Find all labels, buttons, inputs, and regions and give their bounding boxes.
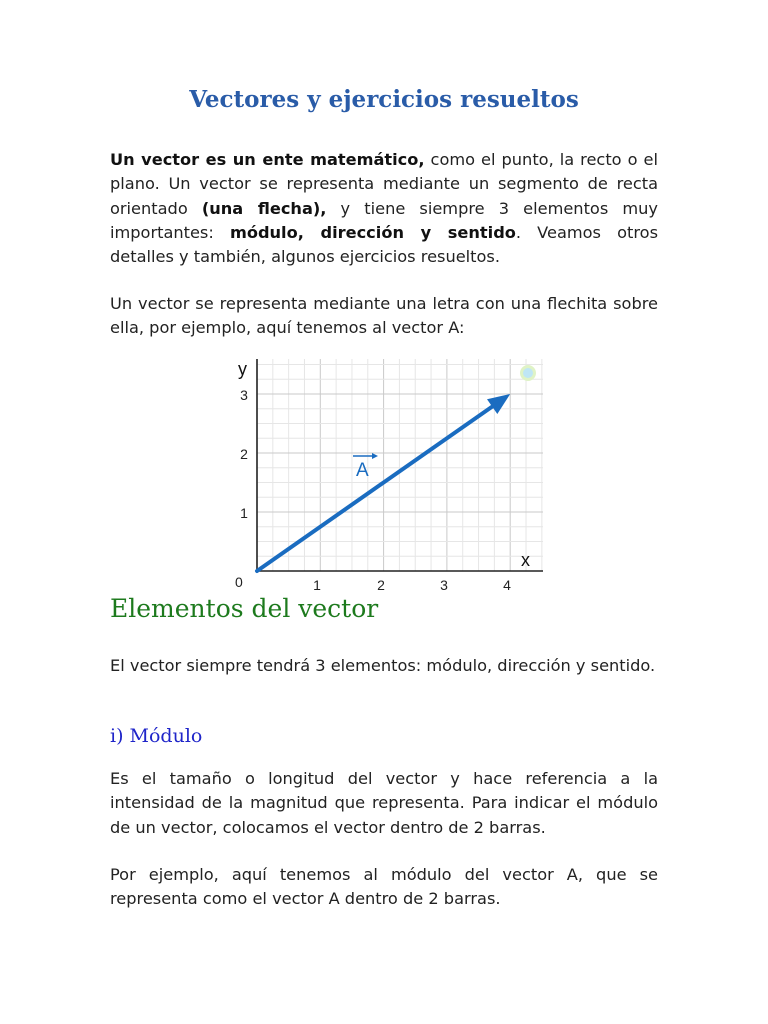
intro-text-1: como el punto, la recto o el plano. Un vector se representa mediante un segmento de recta orientado xyxy=(110,150,658,218)
intro-text-2: y tiene siempre 3 elementos muy importantes: xyxy=(110,198,658,242)
x-tick-label: 1 xyxy=(313,577,321,593)
vector-graph xyxy=(225,355,545,595)
x-tick-label: 3 xyxy=(440,577,448,593)
modulo-paragraph-2: Por ejemplo, aquí tenemos al módulo del vector A, que se representa como el vector A dentro de 2 barras. xyxy=(110,865,658,909)
x-tick-label: 4 xyxy=(503,577,511,593)
modulo-paragraph-1: Es el tamaño o longitud del vector y hace referencia a la intensidad de la magnitud que representa. Para indicar el módulo de un vector, colocamos el vector dentro de 2 barras. xyxy=(110,769,658,837)
vector-arrowhead xyxy=(487,394,510,414)
intro-bold-3: módulo, dirección y sentido xyxy=(229,222,516,242)
intro-paragraph xyxy=(110,148,658,269)
vector-label-arrowhead-icon xyxy=(372,453,378,459)
vector-notation-paragraph: Un vector se representa mediante una letra con una flechita sobre ella, por ejemplo, aquí tenemos al vector A: xyxy=(110,294,658,338)
y-tick-label: 3 xyxy=(240,387,248,403)
x-tick-label: 2 xyxy=(377,577,385,593)
intro-text-3: . Veamos otros detalles y también, algunos ejercicios resueltos. xyxy=(110,222,658,267)
vector-shaft xyxy=(257,407,492,571)
intro-bold-1: Un vector es un ente matemático, xyxy=(110,150,425,169)
section-heading: Elementos del vector xyxy=(110,594,379,623)
vector-label: A xyxy=(356,460,369,481)
intro-bold-2: (una flecha), xyxy=(201,198,327,218)
y-tick-label: 2 xyxy=(240,446,248,462)
vector-figure xyxy=(225,355,545,595)
subsection-heading: i) Módulo xyxy=(110,725,203,747)
origin-label: 0 xyxy=(235,574,243,590)
page-title: Vectores y ejercicios resueltos xyxy=(189,86,579,113)
y-tick-label: 1 xyxy=(240,505,248,521)
section-paragraph: El vector siempre tendrá 3 elementos: módulo, dirección y sentido. xyxy=(110,656,656,675)
x-axis-label: x xyxy=(521,550,530,570)
watermark-logo-icon xyxy=(520,365,536,381)
y-axis-label: y xyxy=(238,359,247,379)
